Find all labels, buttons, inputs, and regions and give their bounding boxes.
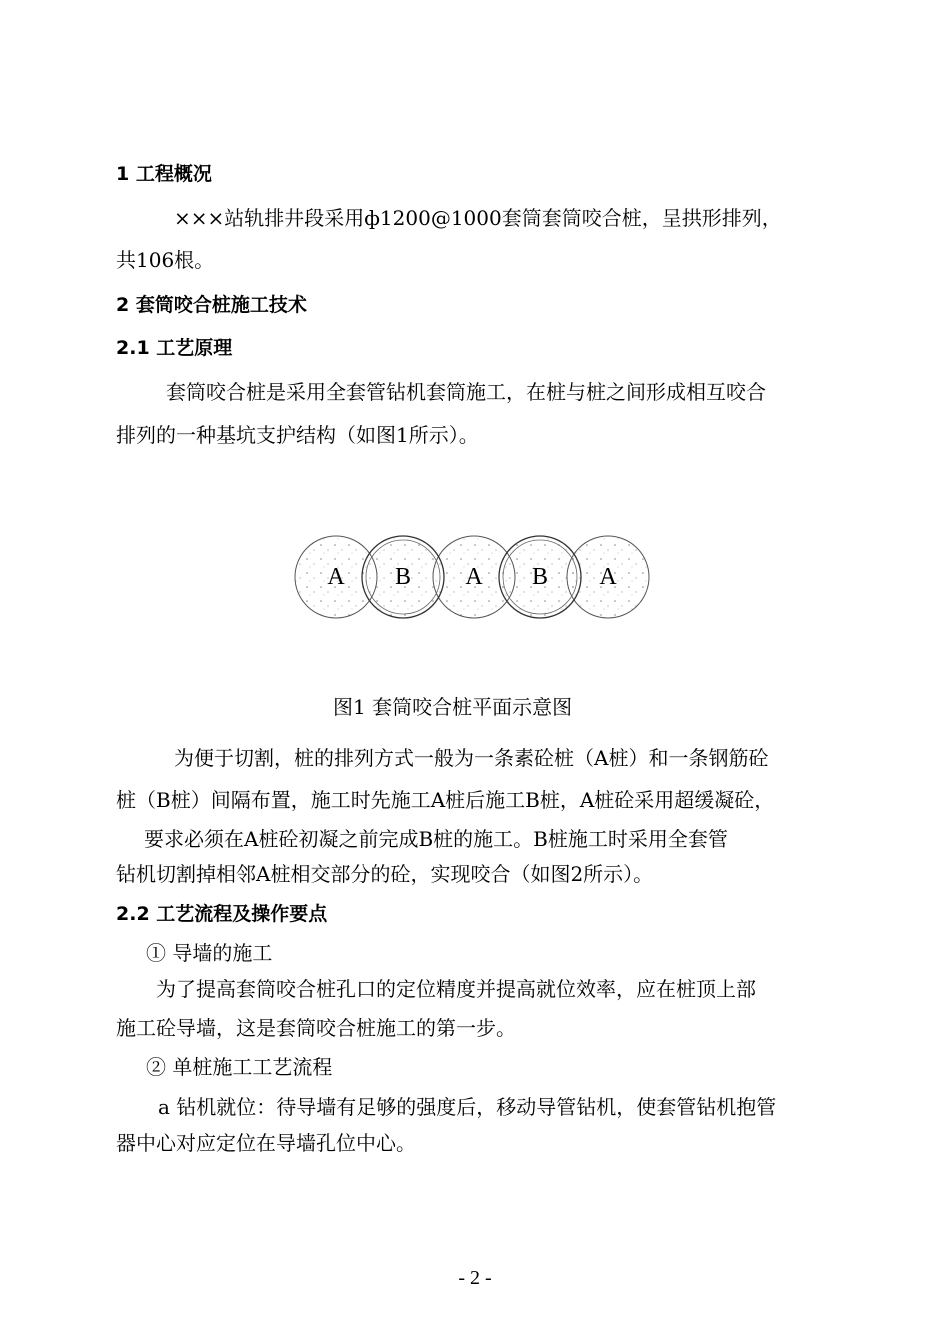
section-2-2-heading: 2.2 工艺流程及操作要点 (116, 903, 328, 925)
pile-label: A (327, 564, 345, 590)
section-2-heading: 2 套筒咬合桩施工技术 (116, 294, 307, 316)
paragraph-line: 套筒咬合桩是采用全套管钻机套筒施工，在桩与桩之间形成相互咬合 (166, 380, 766, 404)
paragraph-line: 桩（B桩）间隔布置，施工时先施工A桩后施工B桩，A桩砼采用超缓凝砼， (116, 788, 775, 812)
pile-diagram-svg (290, 527, 660, 627)
list-item-heading: ① 导墙的施工 (146, 941, 273, 965)
paragraph-line: 施工砼导墙，这是套筒咬合桩施工的第一步。 (116, 1016, 516, 1040)
paragraph-line: 要求必须在A桩砼初凝之前完成B桩的施工。B桩施工时采用全套管 (144, 827, 728, 851)
pile-label: A (465, 564, 483, 590)
paragraph-line: a 钻机就位：待导墙有足够的强度后，移动导管钻机，使套管钻机抱管 (158, 1095, 777, 1119)
pile-label: B (394, 564, 412, 590)
page-number: - 2 - (458, 1267, 492, 1289)
paragraph-line: 为便于切割，桩的排列方式一般为一条素砼桩（A桩）和一条钢筋砼 (174, 746, 769, 770)
section-2-1-heading: 2.1 工艺原理 (116, 337, 233, 359)
pile-label: B (531, 564, 549, 590)
figure-1-caption: 图1 套筒咬合桩平面示意图 (333, 695, 573, 719)
section-1-heading: 1 工程概况 (116, 163, 212, 185)
figure-1-pile-diagram (290, 527, 660, 627)
pile-label: A (599, 564, 617, 590)
list-item-heading: ② 单桩施工工艺流程 (146, 1055, 333, 1079)
paragraph-line: 钻机切割掉相邻A桩相交部分的砼，实现咬合（如图2所示）。 (116, 862, 654, 886)
paragraph-line: ×××站轨排井段采用ф1200@1000套筒套筒咬合桩，呈拱形排列， (174, 206, 782, 230)
paragraph-line: 排列的一种基坑支护结构（如图1所示）。 (116, 423, 479, 447)
paragraph-line: 共106根。 (116, 248, 215, 272)
paragraph-line: 为了提高套筒咬合桩孔口的定位精度并提高就位效率，应在桩顶上部 (156, 977, 756, 1001)
paragraph-line: 器中心对应定位在导墙孔位中心。 (116, 1131, 416, 1155)
